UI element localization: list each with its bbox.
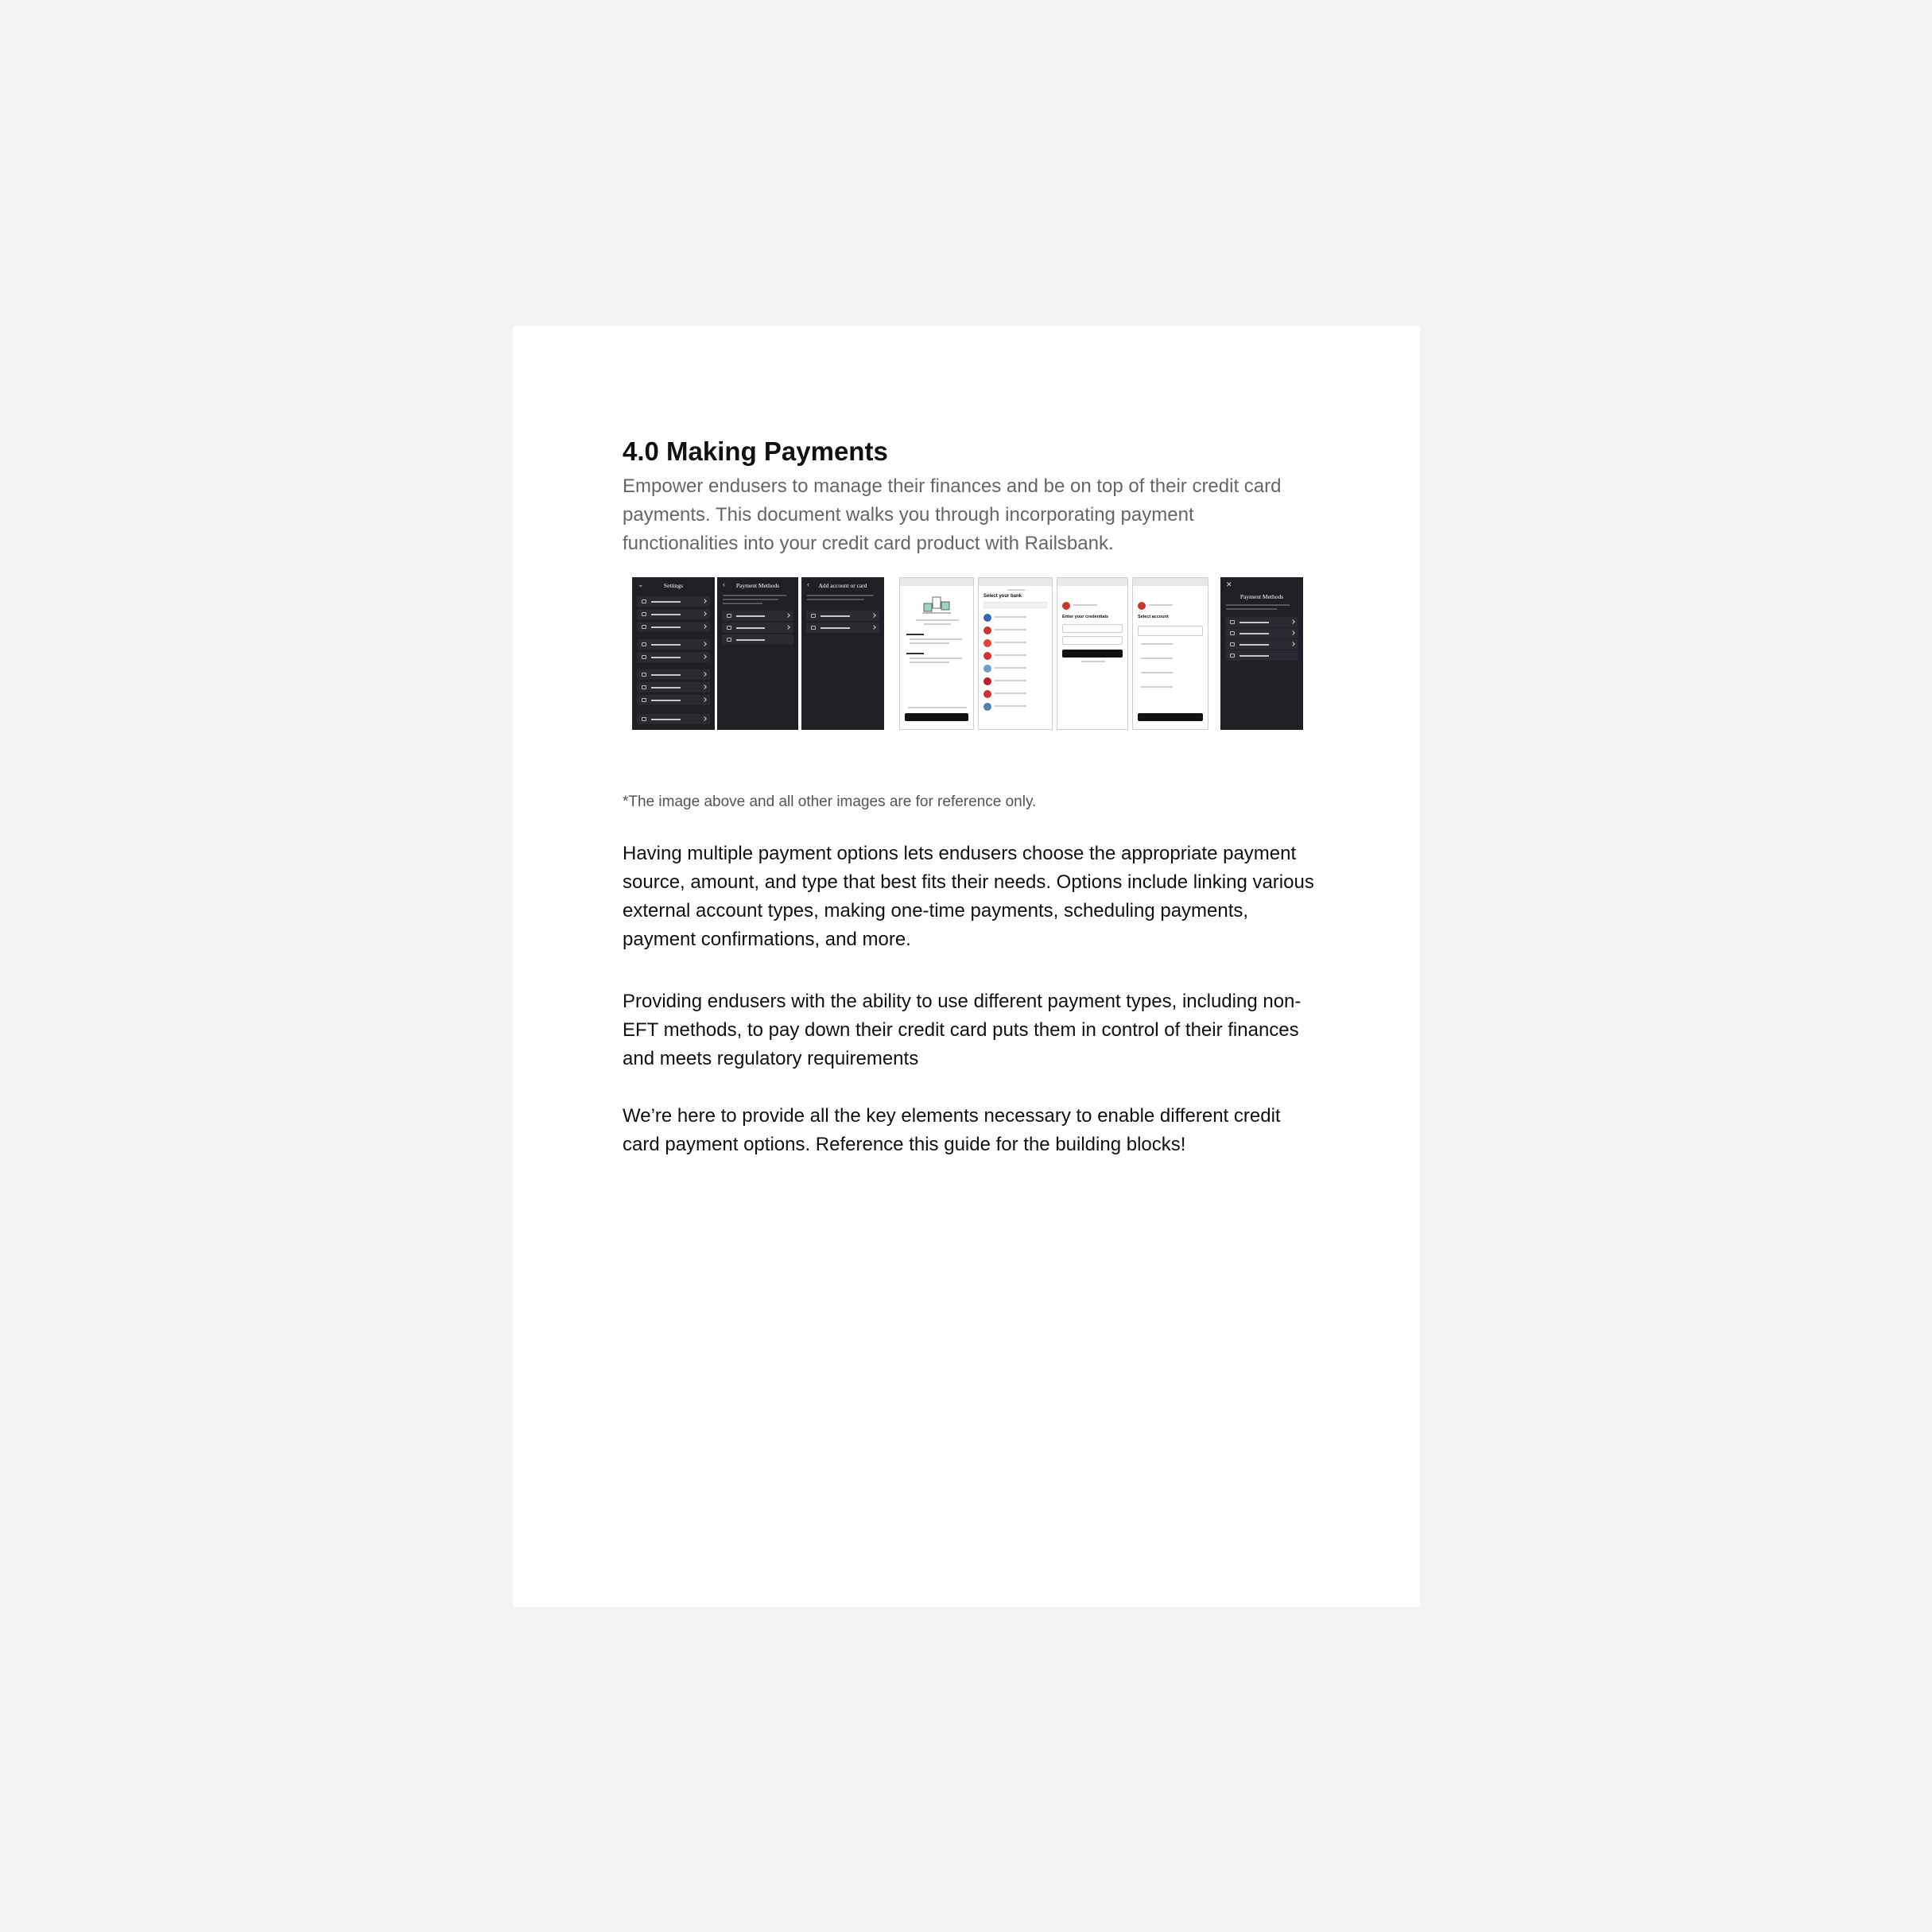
settings-row <box>637 682 710 692</box>
settings-row <box>637 639 710 650</box>
bank-logo <box>983 614 991 622</box>
page-content <box>623 436 1322 1159</box>
bank-logo <box>983 677 991 685</box>
payment-method-row <box>1225 617 1298 627</box>
bank-search-field <box>983 602 1047 608</box>
payment-method-row <box>722 623 793 633</box>
select-bank-screen <box>978 577 1053 730</box>
illustration-icon <box>922 594 951 615</box>
credentials-title: Enter your credentials <box>1062 614 1109 619</box>
back-icon: ‹ <box>723 580 725 588</box>
select-account-screen <box>1132 577 1208 730</box>
connect-screen <box>899 577 974 730</box>
add-account-screen <box>801 577 884 730</box>
select-bank-title: Select your bank <box>983 593 1022 599</box>
settings-row <box>637 669 710 680</box>
payment-methods-screen-title: Payment Methods <box>735 581 780 589</box>
settings-row <box>637 609 710 619</box>
credentials-screen <box>1057 577 1128 730</box>
submit-button <box>1062 650 1123 658</box>
close-icon: ✕ <box>1226 580 1232 588</box>
payment-method-row <box>1225 639 1298 650</box>
continue-button <box>1138 713 1203 721</box>
bank-logo <box>983 665 991 673</box>
bank-logo <box>983 652 991 660</box>
payment-methods-screen <box>717 577 798 730</box>
payment-method-row <box>722 611 793 621</box>
settings-row <box>637 714 710 724</box>
settings-row <box>637 622 710 632</box>
account-option <box>1138 626 1203 636</box>
settings-screen-title: Settings <box>663 581 684 589</box>
body-paragraph-2: Providing endusers with the ability to use different payment types, including non-EFT methods, to pay down their credit card puts them in control of their finances and meets regulatory requirements <box>623 990 1302 1069</box>
select-account-title: Select account <box>1138 614 1169 619</box>
document-page <box>513 326 1420 1607</box>
bank-logo <box>983 703 991 711</box>
payment-methods-screen-title-final: Payment Methods <box>1240 592 1284 600</box>
bank-logo <box>983 639 991 647</box>
add-payment-row <box>1225 650 1298 661</box>
bank-logo <box>983 627 991 634</box>
bank-logo <box>983 690 991 698</box>
password-field <box>1062 636 1123 645</box>
body-paragraph-3: We’re here to provide all the key elements necessary to enable different credit card payment options. Reference this guide for the building blocks! <box>623 1104 1281 1155</box>
chevron-down-icon: ⌄ <box>638 580 644 588</box>
section-title: 4.0 Making Payments <box>623 436 888 466</box>
settings-row <box>637 652 710 662</box>
back-icon: ‹ <box>807 580 809 588</box>
username-field <box>1062 624 1123 633</box>
settings-row <box>637 596 710 607</box>
continue-button <box>905 713 968 721</box>
section-intro: Empower endusers to manage their finances and be on top of their credit card payments. This document walks you through incorporating payment functionalities into your credit card product with Railsbank. <box>623 475 1282 554</box>
bank-logo <box>1138 602 1146 610</box>
body-paragraph-1: Having multiple payment options lets endusers choose the appropriate payment source, amount, and type that best fits their needs. Options include linking various external account types, making one-time payments, scheduling payments, payment confirmations, and more. <box>623 842 1314 950</box>
add-account-screen-title: Add account or card <box>818 581 867 589</box>
settings-row <box>637 695 710 705</box>
add-account-row <box>722 634 793 645</box>
payment-method-row <box>1225 628 1298 638</box>
bank-account-row <box>806 611 879 621</box>
reference-screenshots <box>623 577 1322 762</box>
debit-card-row <box>806 623 879 633</box>
image-caption: *The image above and all other images are for reference only. <box>623 793 1037 810</box>
payment-methods-screen-final <box>1220 577 1303 730</box>
bank-logo <box>1062 602 1070 610</box>
settings-screen <box>632 577 715 730</box>
